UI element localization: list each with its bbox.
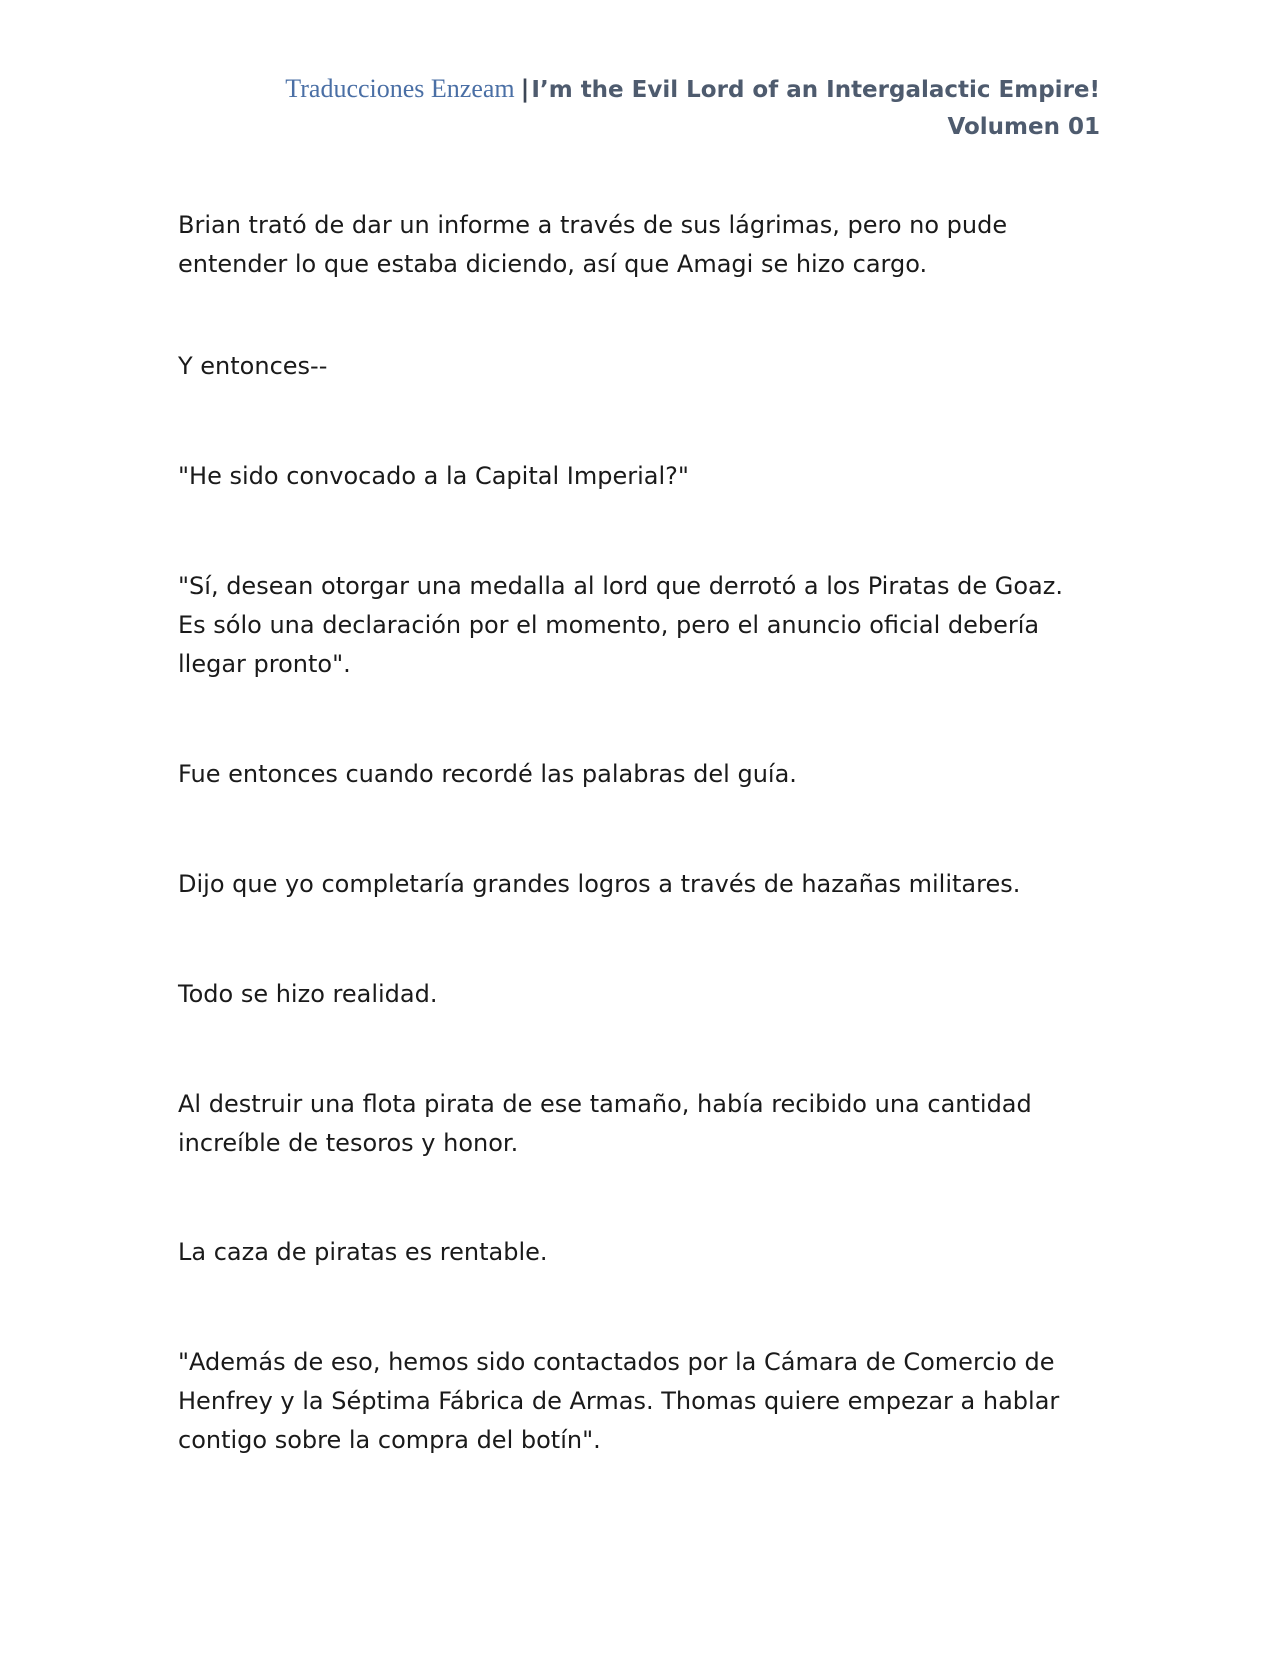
paragraph-1: Brian trató de dar un informe a través de sus lágrimas, pero no pude entender lo que estaba diciendo, así que Amagi se hizo cargo. xyxy=(178,211,1008,278)
paragraph-8: Al destruir una flota pirata de ese tamaño, había recibido una cantidad increíble de tesoros y honor. xyxy=(178,1090,1032,1157)
header-line xyxy=(285,72,1100,110)
paragraph-3: "He sido convocado a la Capital Imperial?" xyxy=(178,462,689,490)
paragraph-7: Todo se hizo realidad. xyxy=(178,980,438,1008)
translator-brand: Traducciones Enzeam xyxy=(285,74,515,103)
paragraph-10: "Además de eso, hemos sido contactados por la Cámara de Comercio de Henfrey y la Séptima Fábrica de Armas. Thomas quiere empezar a hablar contigo sobre la compra del botín". xyxy=(178,1348,1060,1454)
paragraph-4: "Sí, desean otorgar una medalla al lord que derrotó a los Piratas de Goaz. Es sólo una declaración por el momento, pero el anuncio oficial debería llegar pronto". xyxy=(178,572,1063,678)
paragraph-2: Y entonces-- xyxy=(178,352,328,380)
paragraph-5: Fue entonces cuando recordé las palabras del guía. xyxy=(178,760,797,788)
volume-label: Volumen 01 xyxy=(947,114,1100,140)
header-separator: | xyxy=(520,75,530,103)
novel-title: I’m the Evil Lord of an Intergalactic Empire! xyxy=(531,77,1100,103)
paragraph-9: La caza de piratas es rentable. xyxy=(178,1238,548,1266)
paragraph-6: Dijo que yo completaría grandes logros a través de hazañas militares. xyxy=(178,870,1021,898)
page-header xyxy=(285,72,1100,144)
